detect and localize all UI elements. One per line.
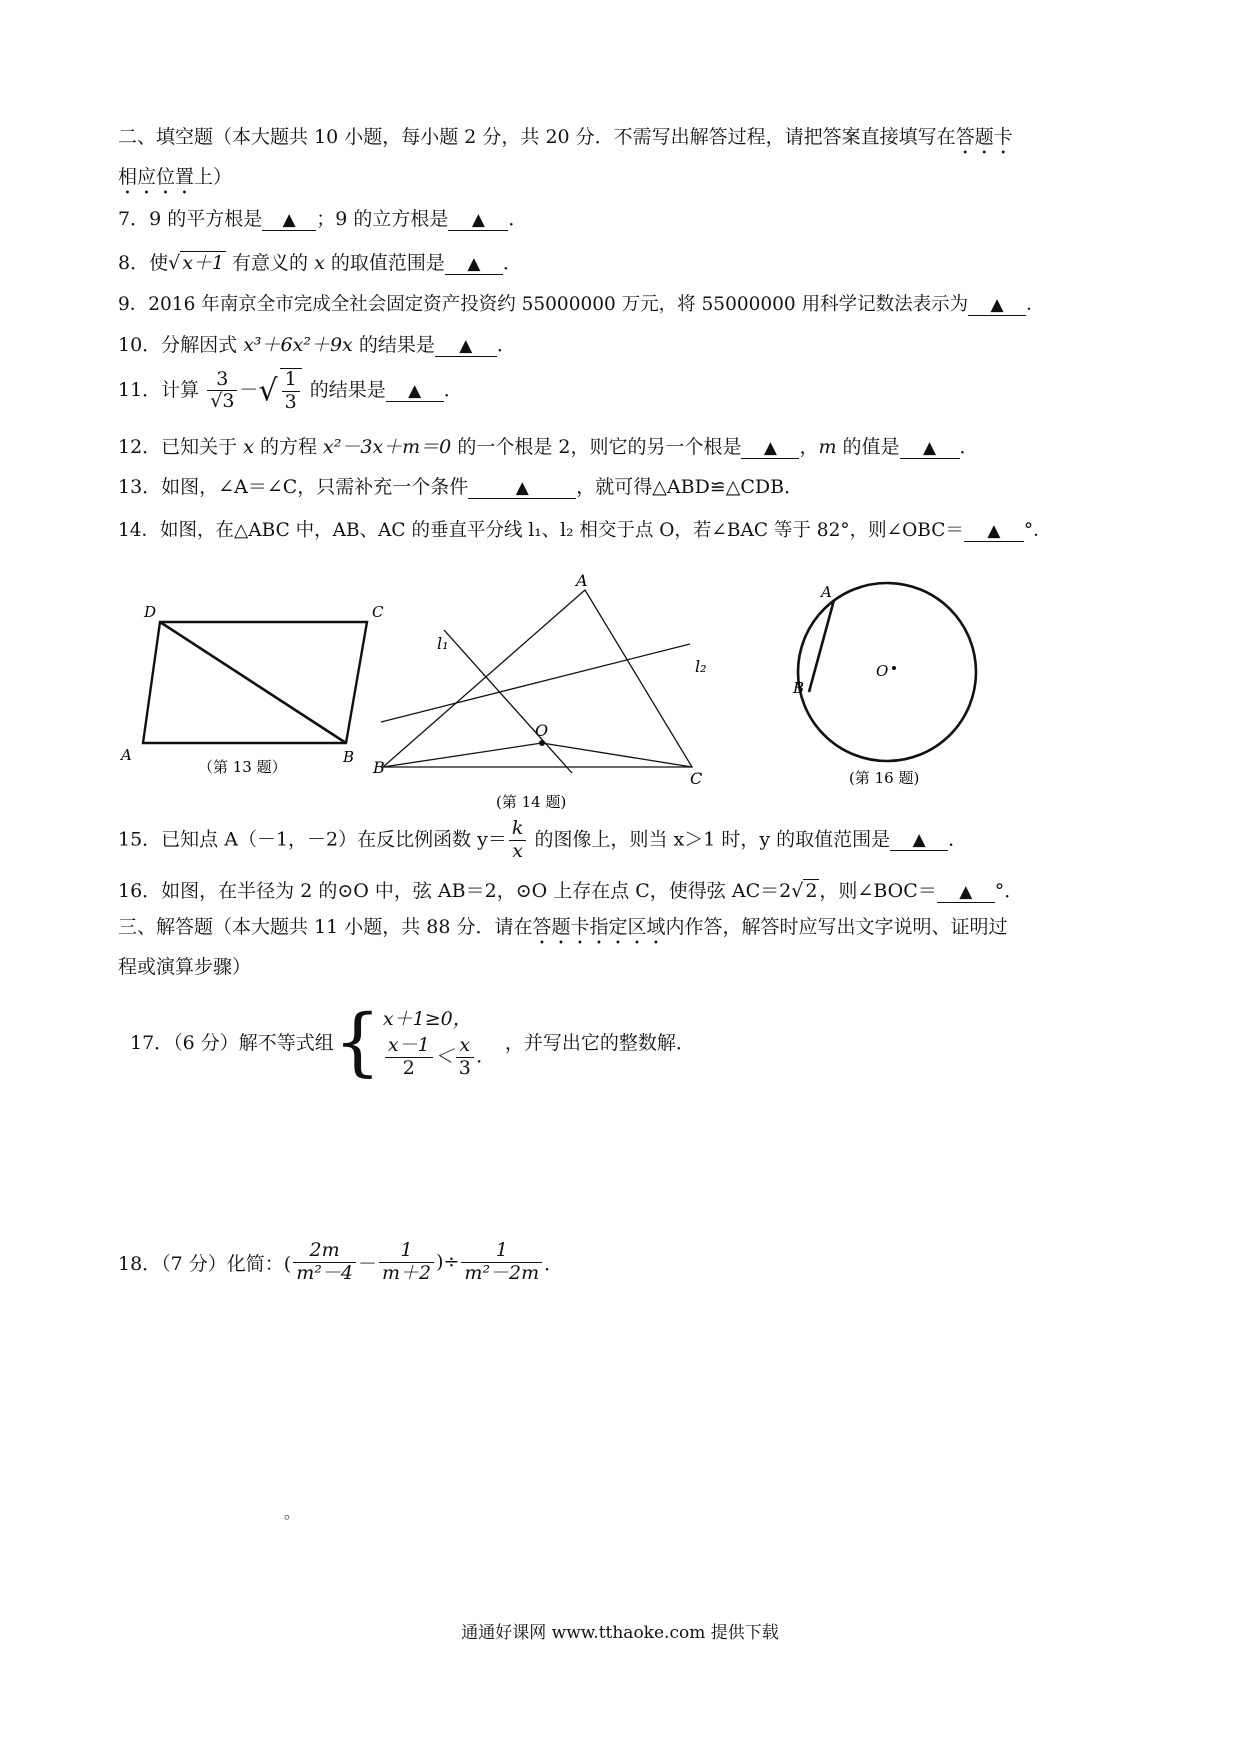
fig13-label-c: C — [372, 603, 384, 621]
q7-blank-1[interactable] — [262, 208, 316, 231]
q18-divide: )÷ — [436, 1251, 460, 1274]
question-14 — [118, 516, 1052, 542]
figure-14 — [372, 571, 707, 811]
question-12 — [118, 432, 979, 459]
fig14-caption: (第 14 题) — [496, 793, 567, 811]
section-3-title-a: 三、解答题（本大题共 11 小题，共 88 分．请在 — [118, 916, 533, 938]
section-2-title-cont-emphasis: 相应位置 — [118, 166, 195, 188]
q17-system — [383, 1004, 495, 1080]
answer-blank-icon: ▲ — [923, 438, 937, 458]
q16-prefix: 16．如图，在半径为 2 的⊙O 中，弦 AB＝2，⊙O 上存在点 C，使得弦 AC＝2 — [118, 880, 792, 902]
answer-blank-icon: ▲ — [515, 478, 529, 498]
q12-rest: 的一个根是 2，则它的另一个根是 — [451, 436, 742, 458]
q8-rest: 的取值范围是 — [324, 252, 445, 274]
q17-den-b: 3 — [458, 1056, 471, 1079]
q12-rest2: 的值是 — [836, 436, 900, 458]
section-2-title-emphasis: 答题卡 — [955, 126, 1013, 148]
answer-blank-icon: ▲ — [282, 210, 296, 230]
q8-radicand: x＋1 — [182, 252, 225, 274]
q12-blank-1[interactable] — [741, 436, 799, 459]
q17-fraction-a — [385, 1035, 433, 1080]
section-3-title-b: 内作答，解答时应写出文字说明、证明过 — [665, 916, 1008, 938]
q18-d2: m＋2 — [381, 1261, 432, 1284]
question-9 — [118, 290, 1045, 316]
q10-expression: x³＋6x²＋9x — [243, 334, 353, 356]
q10-rest: 的结果是 — [352, 334, 435, 356]
q11-num1: 3 — [207, 369, 237, 392]
q18-fraction-2 — [379, 1240, 434, 1285]
q7-prefix: 7．9 的平方根是 — [118, 208, 263, 230]
q18-minus: － — [357, 1252, 377, 1275]
q11-end: ． — [443, 378, 463, 401]
fig13-label-b: B — [343, 748, 355, 766]
q17-num-b: x — [456, 1035, 474, 1058]
q18-end: ． — [544, 1252, 564, 1275]
question-11 — [118, 368, 463, 414]
q18-n3: 1 — [461, 1240, 542, 1263]
q10-blank[interactable] — [435, 334, 497, 357]
q15-den: x — [512, 839, 523, 862]
section-3-title-emphasis: 答题卡指定区域 — [532, 916, 666, 938]
section-3-title — [118, 912, 1008, 949]
q9-end: ． — [1026, 294, 1045, 315]
q17-inequality-2 — [383, 1035, 495, 1080]
q8-prefix: 8．使 — [118, 252, 169, 274]
fig16-chord-ab — [809, 600, 834, 692]
q12-var2: m — [818, 436, 837, 458]
q12-expression: x²－3x＋m＝0 — [323, 436, 452, 458]
q16-end: °． — [994, 880, 1024, 902]
q11-fraction-2 — [280, 368, 302, 414]
section-3-title-c: 程或演算步骤） — [118, 956, 252, 978]
q17-den-a: 2 — [402, 1056, 415, 1079]
q11-den2: 3 — [284, 390, 297, 413]
answer-blank-icon: ▲ — [763, 438, 777, 458]
q11-den1: √3 — [210, 390, 235, 413]
q18-fraction-3 — [461, 1240, 542, 1285]
question-13 — [118, 472, 803, 499]
q15-num: k — [509, 818, 527, 841]
q18-d1: m²－4 — [296, 1261, 353, 1284]
q18-d3: m²－2m — [464, 1261, 540, 1284]
sqrt-sign-icon: √ — [791, 880, 804, 902]
question-18 — [118, 1240, 563, 1285]
fig13-caption: （第 13 题） — [198, 758, 287, 776]
q17-rest: ，并写出它的整数解． — [504, 1032, 695, 1055]
fig14-label-l2: l₂ — [695, 657, 707, 676]
q11-blank[interactable] — [386, 379, 444, 402]
q8-blank[interactable] — [445, 252, 503, 275]
figure-13 — [119, 603, 384, 776]
figure-16 — [792, 583, 976, 787]
q14-text: 14．如图，在△ABC 中，AB、AC 的垂直平分线 l₁、l₂ 相交于点 O，若∠BAC 等于 82°，则∠OBC＝ — [118, 520, 964, 541]
fig16-caption: (第 16 题) — [849, 769, 920, 787]
q18-n2: 1 — [379, 1240, 434, 1263]
q15-prefix: 15．已知点 A（－1，－2）在反比例函数 y＝ — [118, 828, 507, 851]
q15-end: ． — [948, 828, 968, 851]
q16-blank[interactable] — [937, 880, 995, 903]
q13-blank[interactable] — [468, 476, 576, 499]
fig16-label-b: B — [793, 679, 805, 697]
q15-fraction — [509, 818, 527, 863]
answer-blank-icon: ▲ — [912, 830, 926, 851]
question-7 — [118, 204, 527, 231]
q11-prefix: 11．计算 — [118, 378, 206, 401]
q11-rest: 的结果是 — [303, 378, 386, 401]
q14-end: °． — [1023, 520, 1052, 541]
q12-prefix: 12．已知关于 — [118, 436, 244, 458]
q12-var: x — [243, 436, 254, 458]
sqrt-sign-icon: √ — [258, 373, 278, 409]
figures-area — [0, 560, 1240, 820]
q10-end: ． — [496, 334, 516, 356]
section-3-title-cont — [118, 952, 251, 979]
q11-num2: 1 — [282, 369, 300, 392]
section-2-title-cont-rest: 上） — [194, 166, 233, 188]
q18-prefix: 18．（7 分）化简：( — [118, 1252, 292, 1275]
fig14-point-o — [539, 740, 545, 746]
fig13-diagonal-bd — [160, 622, 346, 743]
question-17 — [130, 998, 695, 1085]
q17-less-than: ＜ — [434, 1045, 454, 1068]
q12-mid2: ， — [799, 436, 819, 458]
question-10 — [118, 330, 516, 357]
answer-blank-icon: ▲ — [467, 254, 481, 274]
section-2-title-text: 二、填空题（本大题共 10 小题，每小题 2 分，共 20 分．不需写出解答过程，请把答案直接填写在 — [118, 126, 956, 148]
fig14-segment-oc — [542, 743, 692, 767]
fig13-label-a: A — [121, 746, 132, 764]
fig14-triangle — [383, 590, 692, 767]
q7-end: ． — [508, 208, 528, 230]
stray-mark: 。 — [284, 1503, 301, 1522]
question-16 — [118, 876, 1023, 903]
fig14-label-l1: l₁ — [437, 634, 449, 653]
question-15 — [118, 818, 967, 863]
q11-minus: － — [239, 378, 259, 401]
sqrt-sign-icon: √ — [168, 252, 181, 274]
q12-end: ． — [959, 436, 979, 458]
fig14-label-o: O — [535, 721, 549, 740]
answer-blank-icon: ▲ — [408, 380, 422, 401]
q15-blank[interactable] — [890, 828, 948, 851]
section-2-title — [118, 122, 1013, 159]
fig14-label-b: B — [373, 758, 385, 777]
section-2-title-cont — [118, 162, 232, 199]
question-8 — [118, 248, 522, 275]
q13-rest: ，就可得△ABD≌△CDB． — [576, 476, 804, 498]
answer-blank-icon: ▲ — [459, 336, 473, 356]
q18-n1: 2m — [293, 1240, 356, 1263]
q13-text: 13．如图，∠A＝∠C，只需补充一个条件 — [118, 476, 469, 498]
q16-rest: ，则∠BOC＝ — [819, 880, 937, 902]
q17-fraction-b — [456, 1035, 474, 1080]
q17-inequality-1: x＋1≥0， — [382, 1008, 472, 1030]
q18-fraction-1 — [293, 1240, 356, 1285]
fig14-label-c: C — [690, 769, 703, 788]
q8-end: ． — [502, 252, 522, 274]
q17-dot: ． — [475, 1045, 495, 1068]
q16-radicand: 2 — [805, 880, 818, 902]
q7-blank-2[interactable] — [448, 208, 508, 231]
answer-blank-icon: ▲ — [471, 210, 485, 230]
fig16-center-o — [892, 666, 896, 670]
q8-var: x — [314, 252, 325, 274]
q14-blank[interactable] — [964, 520, 1024, 542]
fig14-label-a: A — [576, 571, 588, 590]
q10-prefix: 10．分解因式 — [118, 334, 244, 356]
fig16-label-a: A — [821, 583, 832, 601]
answer-blank-icon: ▲ — [987, 521, 1001, 541]
q8-after: 有意义的 — [226, 252, 315, 274]
q7-mid: ；9 的立方根是 — [316, 208, 449, 230]
q15-rest: 的图像上，则当 x＞1 时，y 的取值范围是 — [528, 828, 891, 851]
fig13-label-d: D — [144, 603, 157, 621]
answer-blank-icon: ▲ — [990, 295, 1004, 315]
fig14-line-l2 — [381, 644, 690, 722]
q12-mid: 的方程 — [253, 436, 324, 458]
answer-blank-icon: ▲ — [959, 882, 973, 902]
fig16-label-o: O — [876, 662, 889, 680]
page-footer: 通通好课网 www.tthaoke.com 提供下载 — [461, 1623, 779, 1643]
q11-fraction-1 — [207, 369, 237, 414]
q9-blank[interactable] — [968, 294, 1026, 316]
q9-text: 9．2016 年南京全市完成全社会固定资产投资约 55000000 万元，将 55000000 用科学记数法表示为 — [118, 294, 969, 315]
q12-blank-2[interactable] — [900, 436, 960, 459]
brace-icon: { — [333, 998, 381, 1085]
q17-prefix: 17．（6 分）解不等式组 — [130, 1032, 334, 1055]
q17-num-a: x－1 — [385, 1035, 433, 1058]
